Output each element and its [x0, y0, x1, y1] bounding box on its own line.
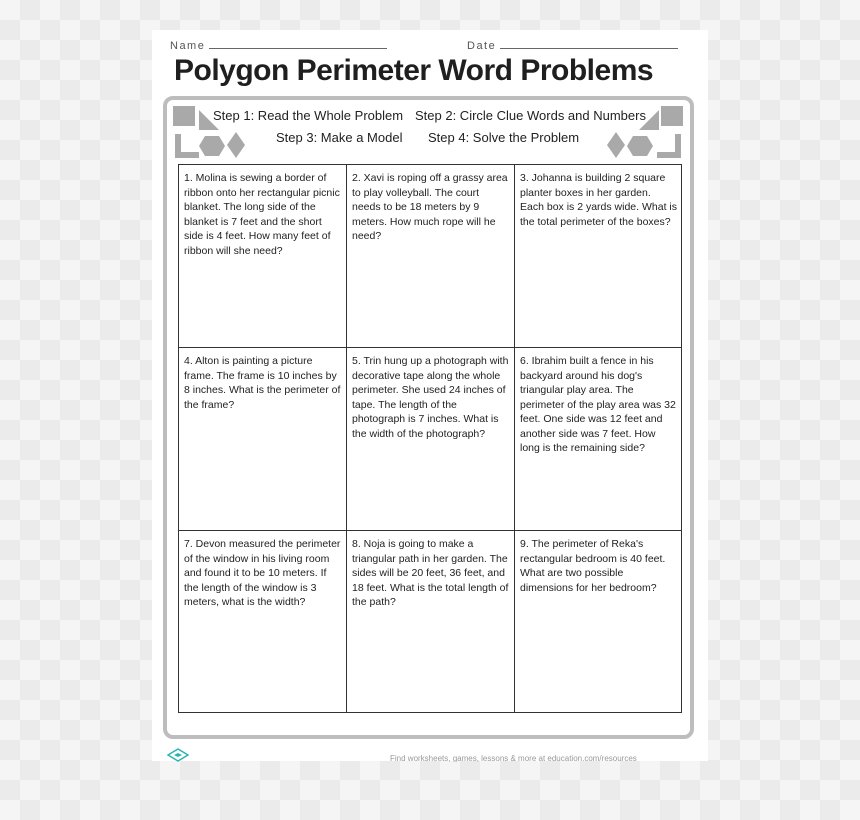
- page-title: Polygon Perimeter Word Problems: [174, 54, 654, 87]
- l-shape-icon: [657, 134, 681, 158]
- date-label: Date: [467, 40, 497, 52]
- steps-header: [167, 100, 690, 164]
- problem-9: 9. The perimeter of Reka's rectangular bedroom is 40 feet. What are two possible dimensions for her bedroom?: [520, 538, 666, 594]
- problem-3: 3. Johanna is building 2 square planter boxes in her garden. Each box is 2 yards wide. What is the total perimeter of the boxes?: [520, 172, 677, 228]
- education-logo-icon: [167, 748, 189, 762]
- diamond-shape-icon: [227, 132, 245, 158]
- problem-8: 8. Noja is going to make a triangular path in her garden. The sides will be 20 feet, 36 feet, and 18 feet. What is the total length of the path?: [352, 538, 509, 608]
- hexagon-shape-icon: [199, 136, 225, 156]
- step-4: Step 4: Solve the Problem: [428, 130, 580, 145]
- footer-text: Find worksheets, games, lessons & more at education.com/resources: [390, 754, 637, 762]
- date-field: [467, 40, 678, 52]
- hexagon-shape-icon: [627, 136, 653, 156]
- problem-4: 4. Alton is painting a picture frame. The frame is 10 inches by 8 inches. What is the perimeter of the frame?: [184, 355, 341, 411]
- name-line: [209, 40, 387, 49]
- problem-7: 7. Devon measured the perimeter of the window in his living room and found it to be 10 meters. If the length of the window is 3 meters, what is the width?: [184, 538, 341, 608]
- problem-5: 5. Trin hung up a photograph with decorative tape along the whole perimeter. She used 24 inches of tape. The length of the photograph is 7 inches. What is the width of the photograph?: [352, 355, 509, 440]
- step-1: Step 1: Read the Whole Problem: [213, 108, 404, 123]
- date-line: [500, 40, 678, 49]
- diamond-shape-icon: [607, 132, 625, 158]
- l-shape-icon: [175, 134, 199, 158]
- worksheet-page: [152, 30, 708, 761]
- step-2: Step 2: Circle Clue Words and Numbers: [415, 108, 646, 123]
- problems-frame: [163, 96, 694, 739]
- triangle-shape-icon: [637, 108, 659, 130]
- problems-grid: [178, 164, 682, 713]
- name-field: [170, 40, 387, 52]
- problem-2: 2. Xavi is roping off a grassy area to play volleyball. The court needs to be 18 meters by 9 meters. How much rope will he need?: [352, 172, 508, 242]
- name-label: Name: [170, 40, 206, 52]
- step-3: Step 3: Make a Model: [276, 130, 403, 145]
- square-shape-icon: [661, 106, 683, 126]
- problem-1: 1. Molina is sewing a border of ribbon onto her rectangular picnic blanket. The long side of the blanket is 7 feet and the short side is 4 feet. How many feet of ribbon will she need?: [184, 172, 340, 257]
- square-shape-icon: [173, 106, 195, 126]
- problem-6: 6. Ibrahim built a fence in his backyard around his dog's triangular play area. The perimeter of the play area was 32 feet. One side was 12 feet and another side was 7 feet. How long is the remaining side?: [520, 355, 676, 454]
